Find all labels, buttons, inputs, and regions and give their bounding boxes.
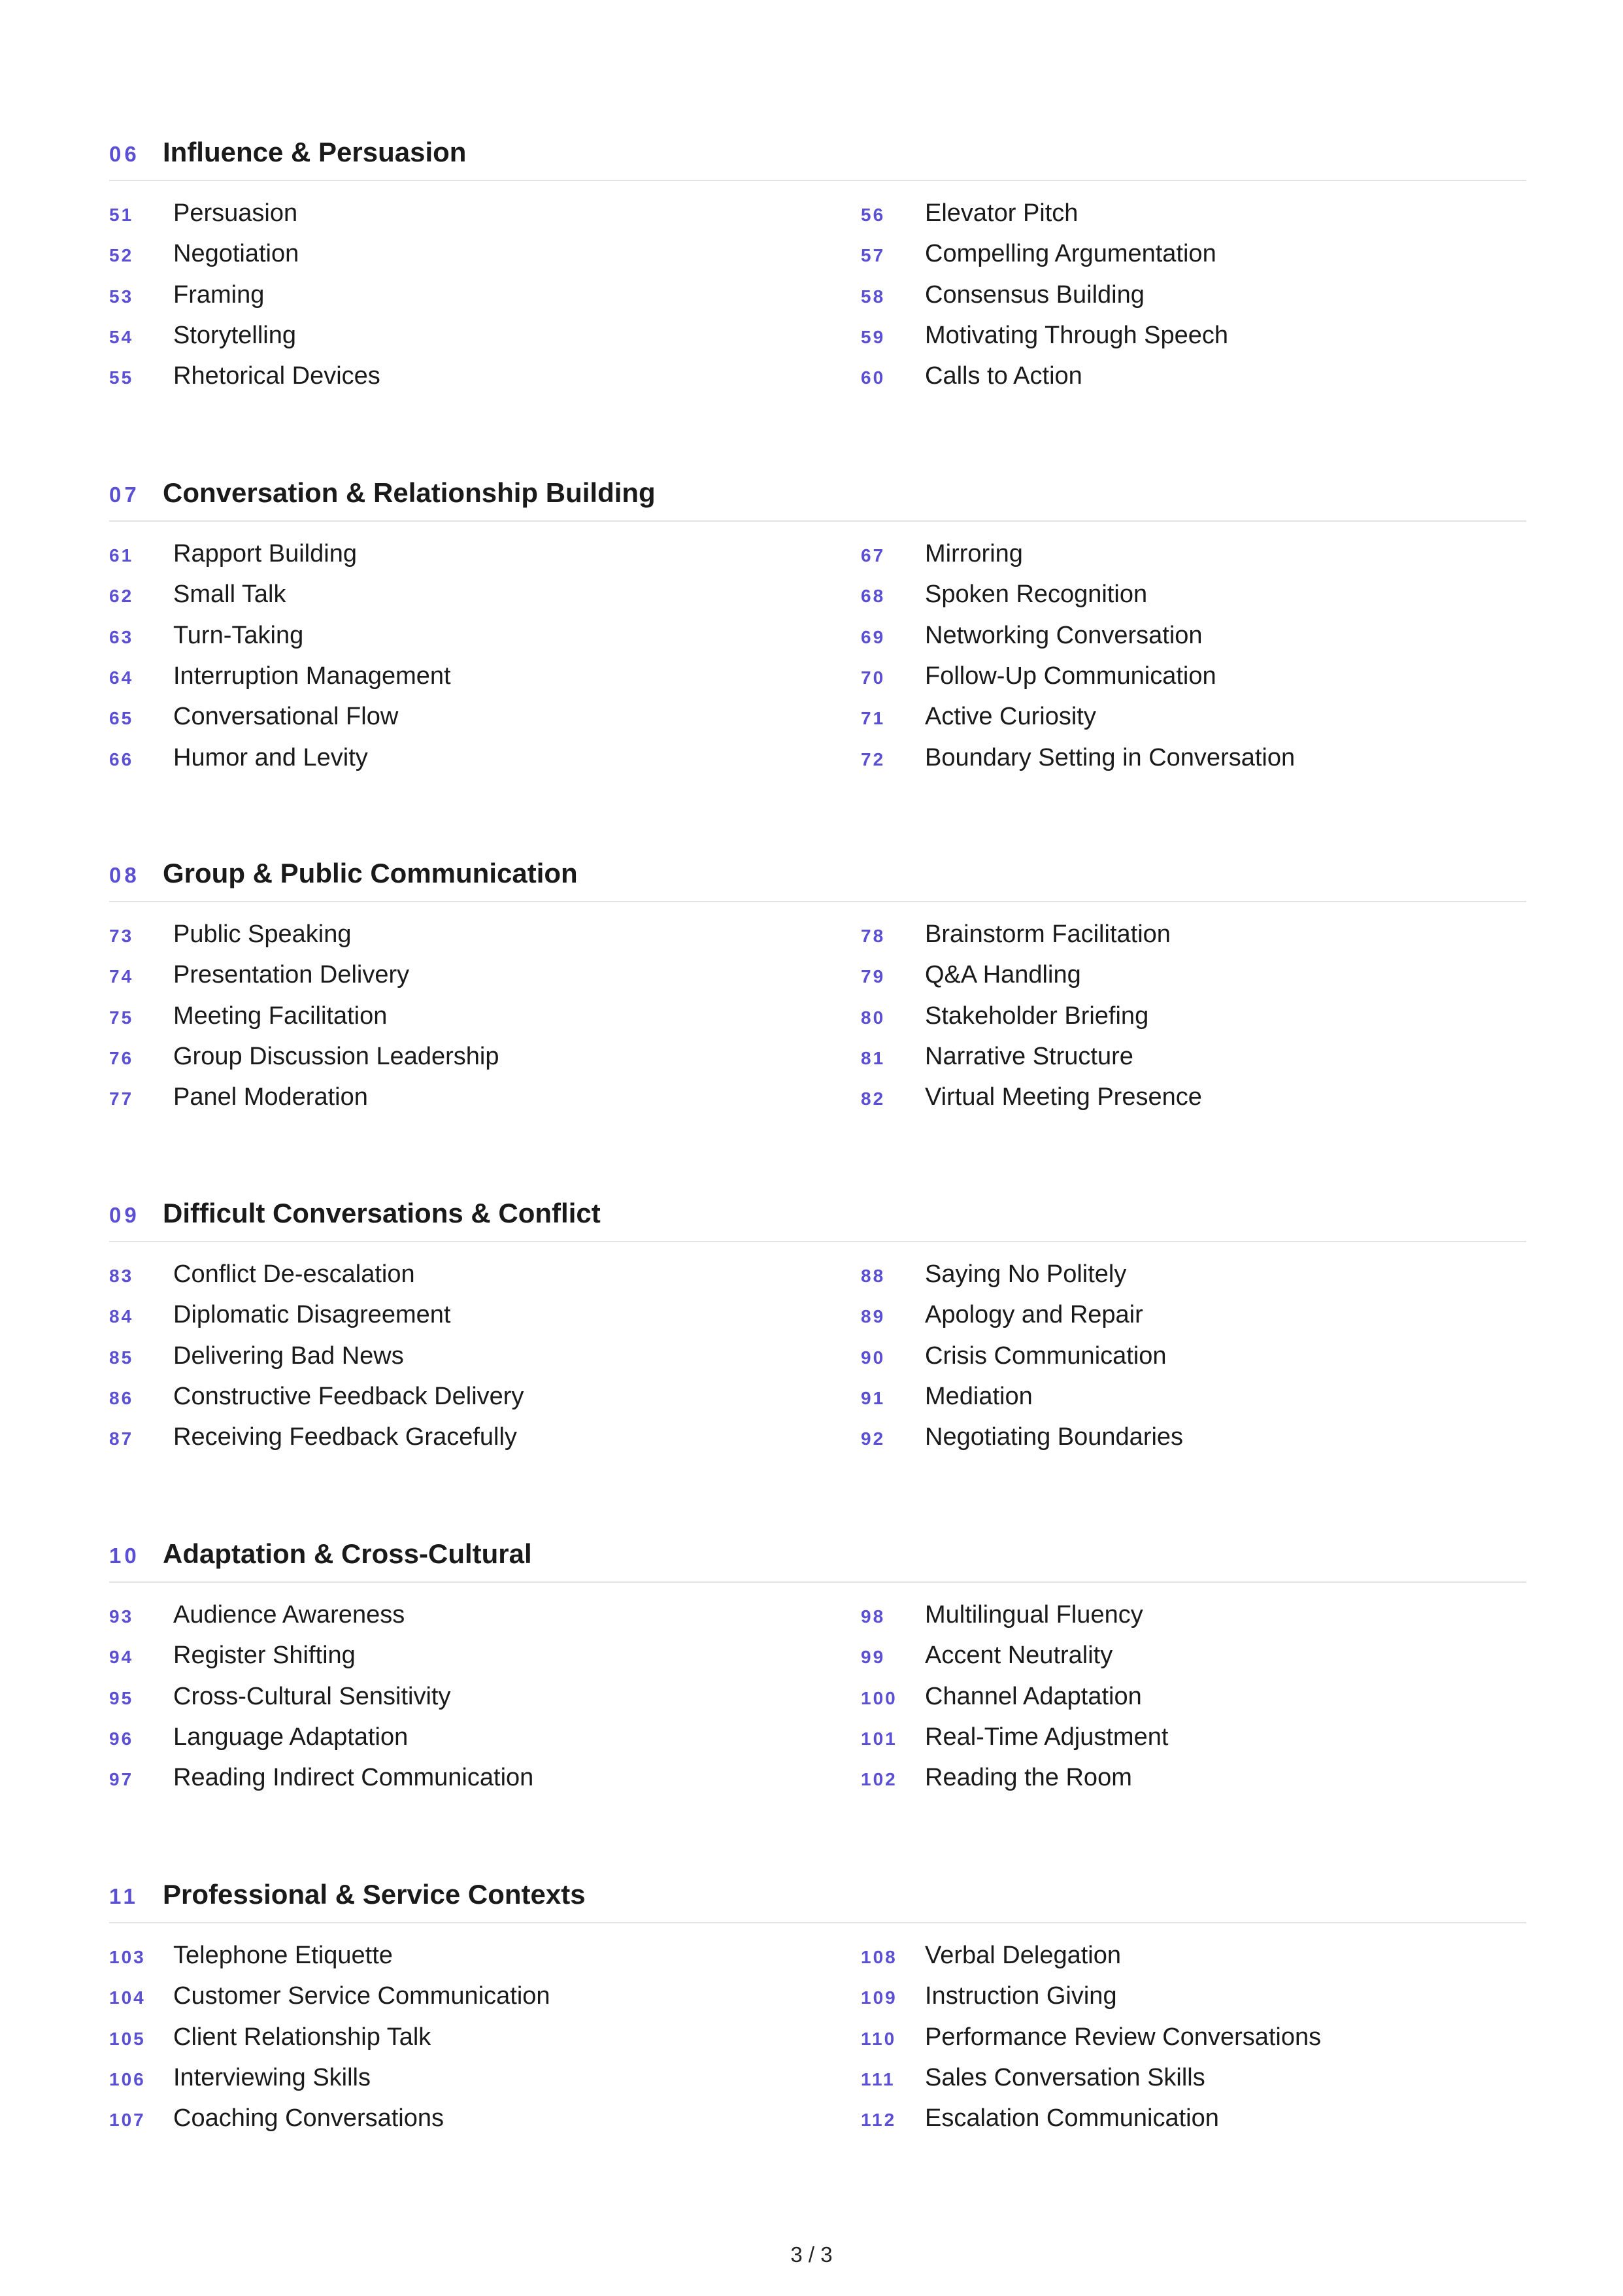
- item-number: 81: [861, 1047, 886, 1068]
- item-number: 92: [861, 1428, 886, 1449]
- item-label: Conflict De-escalation: [173, 1260, 415, 1288]
- item-number: 75: [109, 1007, 134, 1028]
- item-number: 97: [109, 1769, 134, 1790]
- item-label: Follow-Up Communication: [925, 662, 1216, 690]
- item-label: Apology and Repair: [925, 1301, 1143, 1329]
- item-label: Register Shifting: [173, 1642, 356, 1670]
- item-label: Spoken Recognition: [925, 581, 1148, 609]
- item-label: Constructive Feedback Delivery: [173, 1382, 524, 1410]
- item-label: Channel Adaptation: [925, 1682, 1142, 1710]
- item-number: 57: [861, 245, 886, 266]
- item-label: Sales Conversation Skills: [925, 2063, 1205, 2091]
- item-label: Crisis Communication: [925, 1342, 1167, 1370]
- item-number: 84: [109, 1306, 134, 1327]
- item-number: 65: [109, 708, 134, 729]
- item-label: Humor and Levity: [173, 743, 368, 771]
- item-number: 80: [861, 1007, 886, 1028]
- item-label: Motivating Through Speech: [925, 321, 1229, 349]
- item-number: 85: [109, 1347, 134, 1368]
- item-number: 107: [109, 2110, 146, 2131]
- page-number: 3 / 3: [790, 2242, 833, 2267]
- section-title: Adaptation & Cross-Cultural: [163, 1538, 532, 1569]
- item-label: Accent Neutrality: [925, 1642, 1113, 1670]
- item-label: Public Speaking: [173, 920, 352, 948]
- section: [109, 1189, 1526, 1451]
- item-label: Presentation Delivery: [173, 961, 410, 989]
- item-number: 55: [109, 367, 134, 388]
- item-number: 94: [109, 1647, 134, 1668]
- item-label: Virtual Meeting Presence: [925, 1083, 1202, 1111]
- item-label: Compelling Argumentation: [925, 240, 1216, 268]
- item-label: Conversational Flow: [173, 703, 399, 731]
- item-label: Active Curiosity: [925, 703, 1096, 731]
- section: [109, 127, 1526, 390]
- item-label: Diplomatic Disagreement: [173, 1301, 451, 1329]
- section-header: [109, 1870, 1526, 1923]
- item-label: Real-Time Adjustment: [925, 1723, 1169, 1751]
- item-number: 69: [861, 626, 886, 647]
- section-header: [109, 468, 1526, 522]
- item-number: 61: [109, 545, 134, 566]
- item-number: 79: [861, 966, 886, 987]
- item-number: 64: [109, 667, 134, 688]
- section-header: [109, 849, 1526, 902]
- section-title: Conversation & Relationship Building: [163, 477, 656, 508]
- item-label: Narrative Structure: [925, 1042, 1133, 1070]
- item-label: Audience Awareness: [173, 1601, 405, 1629]
- item-number: 105: [109, 2028, 146, 2049]
- item-number: 86: [109, 1387, 134, 1408]
- item-label: Receiving Feedback Gracefully: [173, 1423, 517, 1451]
- section: [109, 1529, 1526, 1792]
- item-number: 62: [109, 586, 134, 607]
- item-label: Small Talk: [173, 581, 286, 609]
- section-title: Influence & Persuasion: [163, 137, 467, 167]
- item-number: 103: [109, 1947, 146, 1967]
- item-number: 110: [861, 2028, 897, 2049]
- item-number: 106: [109, 2068, 146, 2089]
- item-label: Persuasion: [173, 199, 298, 227]
- section-number: 06: [109, 142, 140, 166]
- item-number: 83: [109, 1266, 134, 1286]
- item-number: 77: [109, 1089, 134, 1109]
- item-number: 95: [109, 1687, 134, 1708]
- item-label: Rapport Building: [173, 540, 357, 567]
- item-label: Escalation Communication: [925, 2104, 1219, 2133]
- item-number: 100: [861, 1687, 897, 1708]
- section-title: Professional & Service Contexts: [163, 1879, 586, 1910]
- item-number: 91: [861, 1387, 886, 1408]
- item-number: 67: [861, 545, 886, 566]
- section-header: [109, 1529, 1526, 1583]
- item-label: Rhetorical Devices: [173, 362, 380, 390]
- item-number: 88: [861, 1266, 886, 1286]
- item-label: Interviewing Skills: [173, 2063, 371, 2091]
- item-label: Reading the Room: [925, 1764, 1132, 1792]
- item-number: 71: [861, 708, 886, 729]
- item-number: 111: [861, 2068, 895, 2089]
- item-number: 76: [109, 1047, 134, 1068]
- item-number: 58: [861, 286, 886, 307]
- item-label: Boundary Setting in Conversation: [925, 743, 1296, 771]
- section-header: [109, 1189, 1526, 1242]
- item-label: Brainstorm Facilitation: [925, 920, 1171, 948]
- item-number: 51: [109, 205, 134, 225]
- section: [109, 849, 1526, 1111]
- item-label: Consensus Building: [925, 280, 1145, 309]
- item-number: 109: [861, 1987, 897, 2008]
- item-number: 74: [109, 966, 134, 987]
- item-number: 52: [109, 245, 134, 266]
- item-number: 73: [109, 926, 134, 946]
- item-number: 56: [861, 205, 886, 225]
- item-number: 98: [861, 1606, 886, 1627]
- item-label: Framing: [173, 280, 265, 309]
- item-number: 89: [861, 1306, 886, 1327]
- item-number: 59: [861, 326, 886, 347]
- item-number: 78: [861, 926, 886, 946]
- item-label: Verbal Delegation: [925, 1942, 1121, 1969]
- item-label: Multilingual Fluency: [925, 1601, 1143, 1629]
- section: [109, 468, 1526, 771]
- item-label: Meeting Facilitation: [173, 1002, 388, 1030]
- section-title: Difficult Conversations & Conflict: [163, 1198, 601, 1228]
- item-number: 72: [861, 749, 886, 769]
- section-number: 11: [109, 1884, 139, 1908]
- section-header: [109, 127, 1526, 181]
- item-label: Networking Conversation: [925, 621, 1203, 649]
- item-label: Mirroring: [925, 540, 1023, 567]
- item-label: Negotiating Boundaries: [925, 1423, 1184, 1451]
- item-number: 112: [861, 2110, 897, 2131]
- item-label: Group Discussion Leadership: [173, 1042, 499, 1070]
- section-number: 09: [109, 1203, 140, 1227]
- item-label: Client Relationship Talk: [173, 2023, 431, 2051]
- item-number: 99: [861, 1647, 886, 1668]
- section-number: 08: [109, 863, 140, 887]
- item-label: Delivering Bad News: [173, 1342, 404, 1370]
- item-label: Language Adaptation: [173, 1723, 409, 1751]
- item-number: 63: [109, 626, 134, 647]
- item-number: 96: [109, 1728, 134, 1749]
- item-label: Interruption Management: [173, 662, 451, 690]
- item-number: 102: [861, 1769, 897, 1790]
- section: [109, 1870, 1526, 2133]
- item-number: 101: [861, 1728, 897, 1749]
- item-label: Reading Indirect Communication: [173, 1764, 534, 1792]
- item-label: Performance Review Conversations: [925, 2023, 1322, 2051]
- item-number: 53: [109, 286, 134, 307]
- item-number: 90: [861, 1347, 886, 1368]
- item-label: Telephone Etiquette: [173, 1942, 393, 1969]
- item-label: Elevator Pitch: [925, 199, 1079, 227]
- item-label: Saying No Politely: [925, 1260, 1127, 1288]
- item-number: 108: [861, 1947, 897, 1967]
- item-number: 93: [109, 1606, 134, 1627]
- section-number: 07: [109, 482, 140, 507]
- item-label: Calls to Action: [925, 362, 1082, 390]
- item-label: Negotiation: [173, 240, 299, 268]
- item-label: Stakeholder Briefing: [925, 1002, 1149, 1030]
- section-number: 10: [109, 1544, 140, 1568]
- item-label: Coaching Conversations: [173, 2104, 444, 2133]
- item-number: 70: [861, 667, 886, 688]
- item-number: 87: [109, 1428, 134, 1449]
- item-label: Turn-Taking: [173, 621, 304, 649]
- item-label: Q&A Handling: [925, 961, 1081, 989]
- item-number: 66: [109, 749, 134, 769]
- item-label: Panel Moderation: [173, 1083, 368, 1111]
- item-label: Customer Service Communication: [173, 1982, 550, 2010]
- item-label: Mediation: [925, 1382, 1033, 1410]
- section-title: Group & Public Communication: [163, 858, 578, 888]
- item-label: Cross-Cultural Sensitivity: [173, 1682, 451, 1710]
- item-number: 54: [109, 326, 134, 347]
- item-label: Storytelling: [173, 321, 296, 349]
- item-number: 104: [109, 1987, 146, 2008]
- item-label: Instruction Giving: [925, 1982, 1117, 2010]
- item-number: 68: [861, 586, 886, 607]
- item-number: 60: [861, 367, 886, 388]
- item-number: 82: [861, 1089, 886, 1109]
